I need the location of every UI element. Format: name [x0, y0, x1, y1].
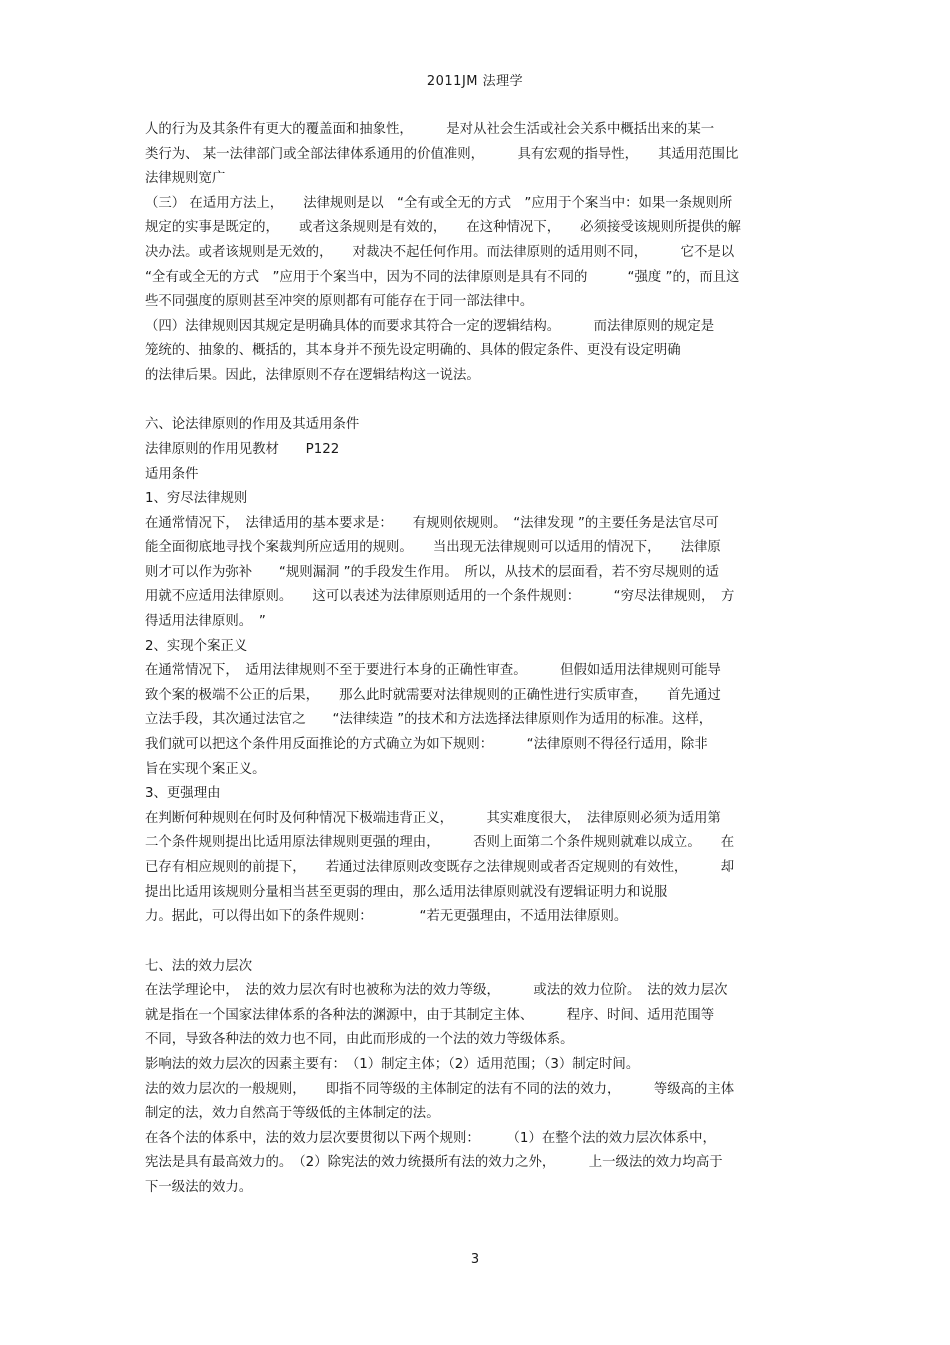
- text-line: 影响法的效力层次的因素主要有： （1）制定主体；（2）适用范围；（3）制定时间。: [145, 1056, 640, 1072]
- text-line: 已存有相应规则的前提下， 若通过法律原则改变既存之法律规则或者否定规则的有效性， 却: [145, 860, 735, 876]
- text-line: “全有或全无的方式 ”应用于个案当中，因为不同的法律原则是具有不同的 “强度 ”的，而且这: [145, 269, 740, 285]
- text-line: 些不同强度的原则甚至冲突的原则都有可能存在于同一部法律中。: [145, 294, 534, 310]
- text-line: （三） 在适用方法上， 法律规则是以 “全有或全无的方式 ”应用于个案当中：如果一条规则所: [145, 195, 733, 211]
- text-line: 法律原则的作用见教材 P122: [145, 441, 340, 457]
- text-line: 提出比适用该规则分量相当甚至更弱的理由，那么适用法律原则就没有逻辑证明力和说服: [145, 884, 668, 900]
- subheading: 1、穷尽法律规则: [145, 491, 248, 507]
- section-seven: [145, 955, 815, 1201]
- text-line: 人的行为及其条件有更大的覆盖面和抽象性， 是对从社会生活或社会关系中概括出来的某一: [145, 122, 715, 137]
- text-line: （四）法律规则因其规定是明确具体的而要求其符合一定的逻辑结构。 而法律原则的规定是: [145, 318, 715, 334]
- paragraph-block-rules-vs-principles: [145, 118, 815, 389]
- text-line: 在各个法的体系中，法的效力层次要贯彻以下两个规则： （1）在整个法的效力层次体系中，: [145, 1130, 716, 1146]
- subheading: 3、更强理由: [145, 786, 221, 802]
- text-line: 得适用法律原则。 ”: [145, 614, 266, 630]
- page-header: 2011JM 法理学: [426, 74, 524, 89]
- text-line: 立法手段，其次通过法官之 “法律续造 ”的技术和方法选择法律原则作为适用的标准。这样，: [145, 712, 713, 728]
- text-line: 我们就可以把这个条件用反面推论的方式确立为如下规则： “法律原则不得径行适用，除非: [145, 737, 708, 753]
- text-line: 致个案的极端不公正的后果， 那么此时就需要对法律规则的正确性进行实质审查， 首先通过: [145, 687, 721, 703]
- section-six: [145, 413, 815, 929]
- text-line: 笼统的、抽象的、概括的，其本身并不预先设定明确的、具体的假定条件、更没有设定明确: [145, 343, 681, 359]
- text-line: 力。据此，可以得出如下的条件规则： “若无更强理由，不适用法律原则。: [145, 909, 628, 925]
- text-line: 旨在实现个案正义。: [145, 761, 266, 777]
- section-heading: 六、论法律原则的作用及其适用条件: [145, 417, 360, 433]
- text-line: 能全面彻底地寻找个案裁判所应适用的规则。 当出现无法律规则可以适用的情况下， 法律原: [145, 540, 721, 556]
- text-line: 规定的实事是既定的， 或者这条规则是有效的， 在这种情况下， 必须接受该规则所提供的解: [145, 220, 741, 236]
- text-line: 法的效力层次的一般规则， 即指不同等级的主体制定的法有不同的法的效力， 等级高的主体: [145, 1081, 735, 1097]
- blank-line: [145, 389, 815, 414]
- text-line: 制定的法，效力自然高于等级低的主体制定的法。: [145, 1106, 440, 1122]
- subheading: 适用条件: [145, 466, 199, 482]
- text-line: 下一级法的效力。: [145, 1179, 253, 1195]
- text-line: 宪法是具有最高效力的。 （2）除宪法的效力统摄所有法的效力之外， 上一级法的效力均高于: [145, 1155, 723, 1171]
- text-line: 法律规则宽广: [145, 171, 226, 187]
- text-line: 在法学理论中， 法的效力层次有时也被称为法的效力等级， 或法的效力位阶。 法的效力层次: [145, 983, 728, 999]
- text-line: 在判断何种规则在何时及何种情况下极端违背正义， 其实难度很大， 法律原则必须为适用第: [145, 810, 721, 826]
- text-line: 的法律后果。因此，法律原则不存在逻辑结构这一说法。: [145, 367, 480, 383]
- page-number: 3: [470, 1252, 480, 1267]
- document-body: [145, 118, 815, 1201]
- blank-line: [145, 930, 815, 955]
- text-line: 决办法。或者该规则是无效的， 对裁决不起任何作用。而法律原则的适用则不同， 它不是以: [145, 244, 735, 260]
- text-line: 就是指在一个国家法律体系的各种法的渊源中，由于其制定主体、 程序、时间、适用范围等: [145, 1007, 715, 1023]
- section-heading: 七、法的效力层次: [145, 958, 253, 974]
- text-line: 不同，导致各种法的效力也不同，由此而形成的一个法的效力等级体系。: [145, 1032, 574, 1048]
- text-line: 则才可以作为弥补 “规则漏洞 ”的手段发生作用。 所以，从技术的层面看，若不穷尽规则的适: [145, 564, 719, 580]
- text-line: 在通常情况下， 法律适用的基本要求是： 有规则依规则。 “法律发现 ”的主要任务是法官尽可: [145, 515, 719, 531]
- text-line: 用就不应适用法律原则。 这可以表述为法律原则适用的一个条件规则： “穷尽法律规则， 方: [145, 589, 735, 605]
- text-line: 在通常情况下， 适用法律规则不至于要进行本身的正确性审查。 但假如适用法律规则可能导: [145, 663, 721, 679]
- subheading: 2、实现个案正义: [145, 638, 248, 654]
- text-line: 类行为、 某一法律部门或全部法律体系通用的价值准则， 具有宏观的指导性， 其适用范围比: [145, 146, 739, 162]
- text-line: 二个条件规则提出比适用原法律规则更强的理由， 否则上面第二个条件规则就难以成立。 在: [145, 835, 735, 851]
